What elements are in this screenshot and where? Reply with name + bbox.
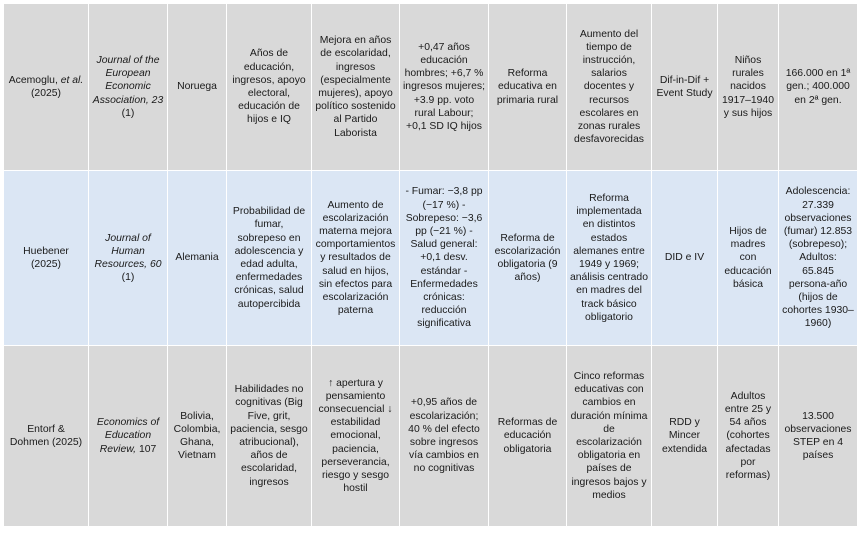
mechanism-cell: Mejora en años de escolaridad, ingresos (especialmente mujeres), apoyo político sostenido al Partido Laborista xyxy=(312,4,400,170)
journal-cell: Journal of the European Economic Association, 23 (1) xyxy=(89,4,168,170)
description-cell: Aumento del tiempo de instrucción, salarios docentes y recursos escolares en zonas rurales desfavorecidas xyxy=(567,4,652,170)
author-cell: Huebener (2025) xyxy=(4,170,89,345)
population-cell: Adultos entre 25 y 54 años (cohortes afectadas por reformas) xyxy=(718,345,779,526)
method-cell: Dif-in-Dif + Event Study xyxy=(652,4,718,170)
table-row xyxy=(4,4,857,170)
outcomes-cell: Probabilidad de fumar, sobrepeso en adolescencia y edad adulta, enfermedades crónicas, salud autopercibida xyxy=(227,170,312,345)
reform-cell: Reforma educativa en primaria rural xyxy=(489,4,567,170)
country-cell: Alemania xyxy=(168,170,227,345)
description-cell: Reforma implementada en distintos estados alemanes entre 1949 y 1969; análisis centrado en madres del track básico obligatorio xyxy=(567,170,652,345)
sample-cell: 166.000 en 1ª gen.; 400.000 en 2ª gen. xyxy=(779,4,857,170)
journal-cell: Journal of Human Resources, 60 (1) xyxy=(89,170,168,345)
effects-cell: +0,95 años de escolarización; 40 % del efecto sobre ingresos vía cambios en no cognitivas xyxy=(400,345,489,526)
sample-cell: Adolescencia: 27.339 observaciones (fumar) 12.853 (sobrepeso); Adultos: 65.845 persona-año (hijos de cohortes 1930–1960) xyxy=(779,170,857,345)
reform-cell: Reformas de educación obligatoria xyxy=(489,345,567,526)
effects-cell: - Fumar: −3,8 pp (−17 %) - Sobrepeso: −3,6 pp (−21 %) - Salud general: +0,1 desv. estándar - Enfermedades crónicas: reducción significativa xyxy=(400,170,489,345)
outcomes-cell: Años de educación, ingresos, apoyo electoral, educación de hijos e IQ xyxy=(227,4,312,170)
studies-table xyxy=(4,4,857,526)
country-cell: Bolivia, Colombia, Ghana, Vietnam xyxy=(168,345,227,526)
journal-cell: Economics of Education Review, 107 xyxy=(89,345,168,526)
mechanism-cell: ↑ apertura y pensamiento consecuencial ↓ estabilidad emocional, paciencia, perseverancia, riesgo y sesgo hostil xyxy=(312,345,400,526)
table-row xyxy=(4,345,857,526)
country-cell: Noruega xyxy=(168,4,227,170)
description-cell: Cinco reformas educativas con cambios en duración mínima de escolarización obligatoria en países de ingresos bajos y medios xyxy=(567,345,652,526)
method-cell: DID e IV xyxy=(652,170,718,345)
mechanism-cell: Aumento de escolarización materna mejora comportamientos y resultados de salud en hijos, sin efectos para escolarización paterna xyxy=(312,170,400,345)
sample-cell: 13.500 observaciones STEP en 4 países xyxy=(779,345,857,526)
author-cell: Acemoglu, et al. (2025) xyxy=(4,4,89,170)
table-row xyxy=(4,170,857,345)
effects-cell: +0,47 años educación hombres; +6,7 % ingresos mujeres; +3.9 pp. voto rural Labour; +0,1 SD IQ hijos xyxy=(400,4,489,170)
population-cell: Niños rurales nacidos 1917–1940 y sus hijos xyxy=(718,4,779,170)
method-cell: RDD y Mincer extendida xyxy=(652,345,718,526)
author-cell: Entorf & Dohmen (2025) xyxy=(4,345,89,526)
outcomes-cell: Habilidades no cognitivas (Big Five, grit, paciencia, sesgo atribucional), años de escolaridad, ingresos xyxy=(227,345,312,526)
reform-cell: Reforma de escolarización obligatoria (9 años) xyxy=(489,170,567,345)
population-cell: Hijos de madres con educación básica xyxy=(718,170,779,345)
